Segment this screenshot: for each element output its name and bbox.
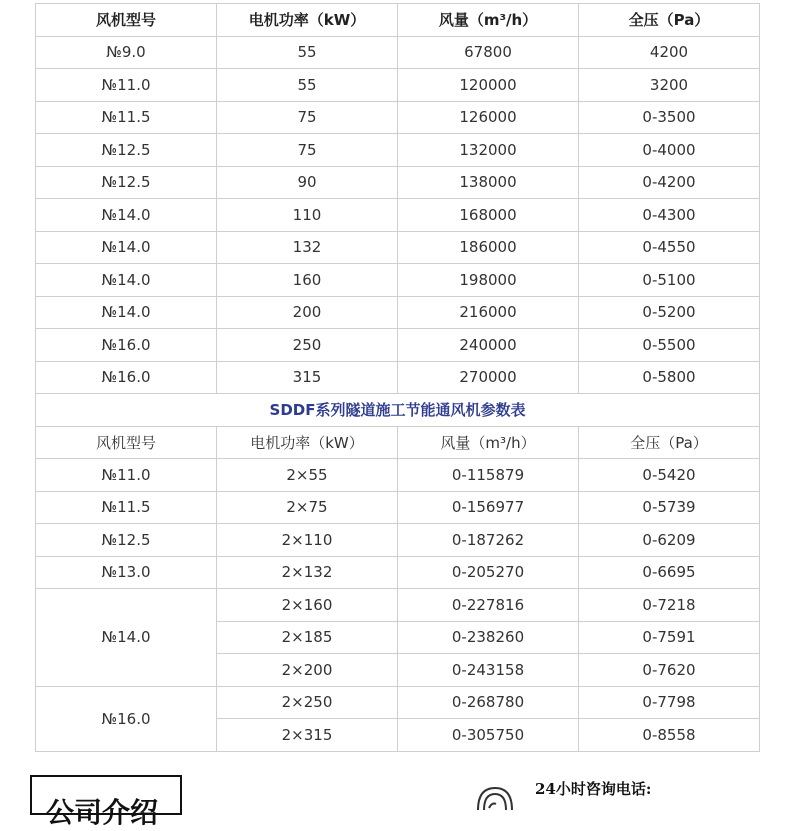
cell-power: 315 <box>217 361 398 394</box>
cell-pressure: 0-4550 <box>579 231 760 264</box>
cell-power: 132 <box>217 231 398 264</box>
cell-pressure: 0-7620 <box>579 654 760 687</box>
cell-pressure: 3200 <box>579 69 760 102</box>
cell-power: 2×250 <box>217 686 398 719</box>
table-row <box>36 589 760 622</box>
header-power: 电机功率（kW） <box>217 4 398 37</box>
cell-airflow: 0-238260 <box>398 621 579 654</box>
cell-model: №14.0 <box>36 264 217 297</box>
cell-power: 200 <box>217 296 398 329</box>
cell-power: 2×200 <box>217 654 398 687</box>
table-row <box>36 134 760 167</box>
cell-airflow: 0-227816 <box>398 589 579 622</box>
cell-pressure: 0-4000 <box>579 134 760 167</box>
cell-airflow: 138000 <box>398 166 579 199</box>
table-row <box>36 459 760 492</box>
cell-airflow: 0-115879 <box>398 459 579 492</box>
cell-airflow: 216000 <box>398 296 579 329</box>
cell-airflow: 0-156977 <box>398 491 579 524</box>
phone-icon <box>470 780 520 810</box>
cell-power: 75 <box>217 134 398 167</box>
cell-model-merged: №14.0 <box>36 589 217 687</box>
table-row <box>36 199 760 232</box>
cell-airflow: 132000 <box>398 134 579 167</box>
cell-model: №11.5 <box>36 101 217 134</box>
cell-airflow: 126000 <box>398 101 579 134</box>
cell-model: №12.5 <box>36 166 217 199</box>
header-airflow: 风量（m³/h） <box>398 426 579 459</box>
cell-power: 2×110 <box>217 524 398 557</box>
cell-model: №12.5 <box>36 524 217 557</box>
cell-power: 250 <box>217 329 398 362</box>
cell-power: 75 <box>217 101 398 134</box>
cell-pressure: 0-7591 <box>579 621 760 654</box>
header-power: 电机功率（kW） <box>217 426 398 459</box>
cell-airflow: 120000 <box>398 69 579 102</box>
cell-pressure: 0-7798 <box>579 686 760 719</box>
company-intro-box <box>30 775 182 829</box>
header-model: 风机型号 <box>36 4 217 37</box>
cell-power: 2×75 <box>217 491 398 524</box>
cell-power: 2×160 <box>217 589 398 622</box>
cell-pressure: 0-7218 <box>579 589 760 622</box>
table-row <box>36 231 760 264</box>
cell-airflow: 270000 <box>398 361 579 394</box>
fan-spec-table <box>35 3 760 752</box>
cell-model: №11.5 <box>36 491 217 524</box>
table-row <box>36 69 760 102</box>
cell-model: №14.0 <box>36 231 217 264</box>
table-row <box>36 36 760 69</box>
phone-label: 24小时咨询电话: <box>535 780 652 798</box>
cell-airflow: 0-205270 <box>398 556 579 589</box>
cell-pressure: 0-3500 <box>579 101 760 134</box>
section-title: SDDF系列隧道施工节能通风机参数表 <box>36 394 760 427</box>
table-row <box>36 524 760 557</box>
cell-pressure: 0-4300 <box>579 199 760 232</box>
cell-airflow: 168000 <box>398 199 579 232</box>
cell-model: №14.0 <box>36 199 217 232</box>
table-row <box>36 491 760 524</box>
cell-pressure: 0-5739 <box>579 491 760 524</box>
cell-model: №9.0 <box>36 36 217 69</box>
cell-model: №16.0 <box>36 361 217 394</box>
cell-airflow: 0-187262 <box>398 524 579 557</box>
cell-power: 2×55 <box>217 459 398 492</box>
cell-pressure: 0-4200 <box>579 166 760 199</box>
cell-power: 2×315 <box>217 719 398 752</box>
cell-pressure: 0-5500 <box>579 329 760 362</box>
cell-model: №14.0 <box>36 296 217 329</box>
cell-pressure: 0-6209 <box>579 524 760 557</box>
cell-airflow: 0-305750 <box>398 719 579 752</box>
cell-model: №11.0 <box>36 459 217 492</box>
cell-pressure: 0-8558 <box>579 719 760 752</box>
table-row <box>36 361 760 394</box>
table-row <box>36 686 760 719</box>
table-row <box>36 556 760 589</box>
table-row <box>36 264 760 297</box>
footer <box>0 760 800 829</box>
cell-power: 55 <box>217 69 398 102</box>
cell-model: №12.5 <box>36 134 217 167</box>
header-pressure: 全压（Pa） <box>579 4 760 37</box>
table-row <box>36 166 760 199</box>
cell-model-merged: №16.0 <box>36 686 217 751</box>
header-pressure: 全压（Pa） <box>579 426 760 459</box>
cell-model: №13.0 <box>36 556 217 589</box>
cell-pressure: 0-5200 <box>579 296 760 329</box>
cell-airflow: 240000 <box>398 329 579 362</box>
table2-header-row <box>36 426 760 459</box>
table-row <box>36 329 760 362</box>
cell-power: 110 <box>217 199 398 232</box>
cell-pressure: 0-6695 <box>579 556 760 589</box>
cell-airflow: 186000 <box>398 231 579 264</box>
cell-pressure: 0-5420 <box>579 459 760 492</box>
cell-pressure: 4200 <box>579 36 760 69</box>
header-model: 风机型号 <box>36 426 217 459</box>
cell-airflow: 0-243158 <box>398 654 579 687</box>
table1-header-row <box>36 4 760 37</box>
section-title-row <box>36 394 760 427</box>
cell-pressure: 0-5100 <box>579 264 760 297</box>
cell-power: 2×185 <box>217 621 398 654</box>
header-airflow: 风量（m³/h） <box>398 4 579 37</box>
cell-power: 160 <box>217 264 398 297</box>
table-row <box>36 296 760 329</box>
spec-table-container <box>35 3 759 752</box>
cell-pressure: 0-5800 <box>579 361 760 394</box>
table-row <box>36 101 760 134</box>
company-intro-title: 公司介绍 <box>46 796 159 829</box>
cell-airflow: 67800 <box>398 36 579 69</box>
cell-airflow: 0-268780 <box>398 686 579 719</box>
cell-power: 90 <box>217 166 398 199</box>
cell-power: 2×132 <box>217 556 398 589</box>
cell-airflow: 198000 <box>398 264 579 297</box>
cell-model: №11.0 <box>36 69 217 102</box>
cell-model: №16.0 <box>36 329 217 362</box>
cell-power: 55 <box>217 36 398 69</box>
